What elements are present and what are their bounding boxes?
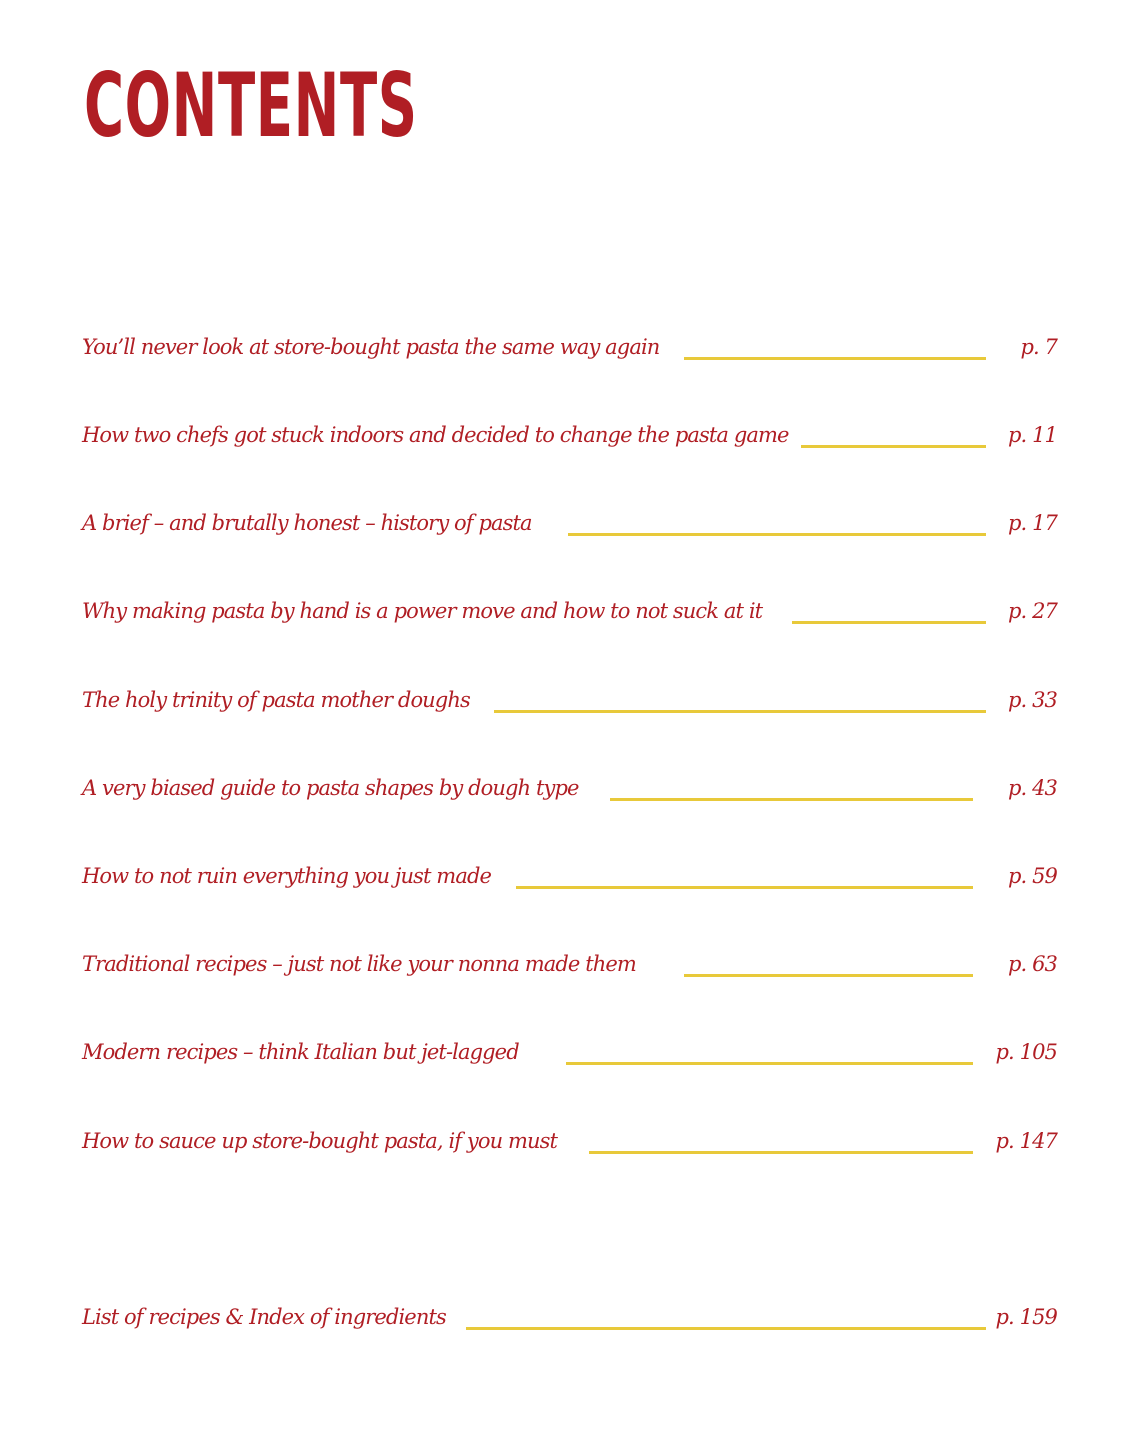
leader-rule: [589, 1151, 973, 1154]
toc-entry-page: p. 33: [1007, 688, 1057, 712]
toc-entry-page: p. 159: [995, 1305, 1057, 1329]
leader-rule: [684, 974, 973, 977]
toc-entry-label: How to sauce up store-bought pasta, if you must: [82, 1129, 558, 1153]
toc-entry-label: Traditional recipes – just not like your nonna made them: [82, 952, 636, 976]
toc-entry[interactable]: [82, 324, 1057, 364]
toc-entry-page: p. 105: [995, 1040, 1057, 1064]
leader-rule: [792, 621, 986, 624]
leader-rule: [610, 798, 973, 801]
toc-entry-label: How to not ruin everything you just made: [82, 864, 492, 888]
toc-entry-label: Modern recipes – think Italian but jet-lagged: [82, 1040, 519, 1064]
toc-entry-label: A brief – and brutally honest – history of pasta: [82, 511, 532, 535]
toc-entry-page: p. 63: [1007, 952, 1057, 976]
leader-rule: [516, 886, 973, 889]
toc-entry-page: p. 17: [1007, 511, 1057, 535]
toc-entry-page: p. 27: [1007, 599, 1057, 623]
toc-entry[interactable]: [82, 500, 1057, 540]
toc-entry-label: Why making pasta by hand is a power move and how to not suck at it: [82, 599, 763, 623]
toc-entry[interactable]: [82, 588, 1057, 628]
toc-entry-page: p. 147: [995, 1129, 1057, 1153]
toc-entry[interactable]: [82, 1029, 1057, 1069]
toc-entry-page: p. 7: [1020, 335, 1057, 359]
toc-entry-label: How two chefs got stuck indoors and decided to change the pasta game: [82, 423, 789, 447]
toc-entry-page: p. 59: [1007, 864, 1057, 888]
toc-entry-label: You’ll never look at store-bought pasta the same way again: [82, 335, 660, 359]
leader-rule: [466, 1327, 986, 1330]
toc-entry-page: p. 11: [1007, 423, 1057, 447]
toc-entry[interactable]: [82, 412, 1057, 452]
toc-entry[interactable]: [82, 765, 1057, 805]
leader-rule: [568, 533, 986, 536]
page-title: CONTENTS: [84, 54, 418, 157]
leader-rule: [566, 1062, 973, 1065]
toc-entry[interactable]: [82, 853, 1057, 893]
toc-entry-label: A very biased guide to pasta shapes by dough type: [82, 776, 579, 800]
leader-rule: [801, 445, 986, 448]
leader-rule: [494, 710, 986, 713]
toc-entry-label: The holy trinity of pasta mother doughs: [82, 688, 470, 712]
toc-entry[interactable]: [82, 941, 1057, 981]
toc-entry[interactable]: [82, 677, 1057, 717]
toc-entry[interactable]: [82, 1118, 1057, 1158]
toc-entry-label: List of recipes & Index of ingredients: [82, 1305, 446, 1329]
leader-rule: [684, 357, 986, 360]
toc-entry-index[interactable]: [82, 1294, 1057, 1334]
toc-entry-page: p. 43: [1007, 776, 1057, 800]
